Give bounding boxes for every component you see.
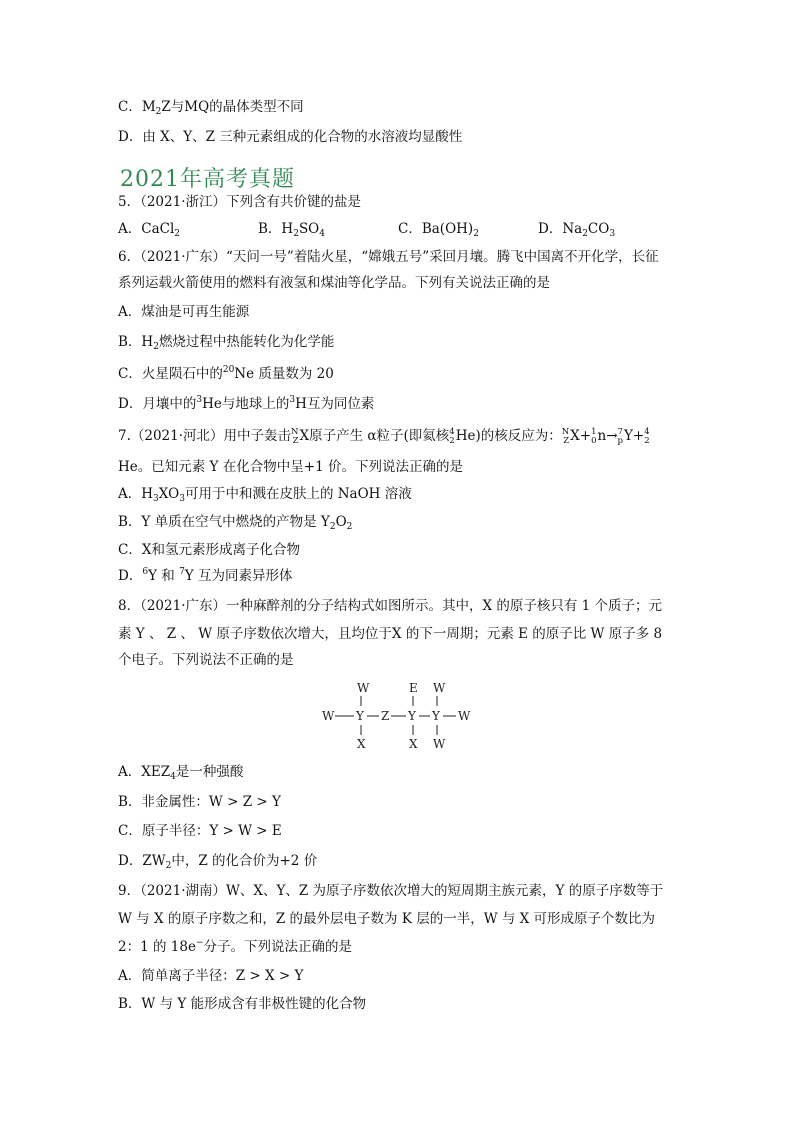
question-6-stem-2: 系列运载火箭使用的燃料有液氢和煤油等化学品。下列有关说法正确的是 — [118, 275, 550, 291]
atom-y-1: Y — [356, 709, 364, 723]
question-6-stem-1: 6．（2021·广东）“天问一号”着陆火星，“嫦娥五号”采回月壤。腾飞中国离不开化学，长征 — [118, 249, 659, 265]
option-d: D．Na2CO3 — [538, 221, 616, 239]
question-7-option-c: C．X和氢元素形成离子化合物 — [118, 542, 300, 558]
question-8-option-d: D．$ZW_2$中，Z 的化合价为+2 价 — [118, 853, 318, 871]
question-8-stem-1: 8．（2021·广东）一种麻醉剂的分子结构式如图所示。其中，X 的原子核只有 1 个质子；元 — [118, 598, 663, 614]
question-8-option-b: B．非金属性：W > Z > Y — [118, 794, 281, 810]
atom-top-2: E — [409, 681, 418, 695]
molecular-structure-diagram — [320, 680, 480, 752]
question-9-stem-3: 2：1 的 18e−分子。下列说法正确的是 — [118, 938, 352, 955]
atom-w-right: W — [458, 709, 471, 723]
atom-bottom-3: W — [433, 737, 446, 751]
question-6-option-d: D．月壤中的$^3$He与地球上的$^3$H互为同位素 — [118, 395, 375, 412]
atom-top-3: W — [433, 681, 446, 695]
option-d-prev: D．由 X、Y、Z 三种元素组成的化合物的水溶液均显酸性 — [118, 129, 463, 145]
question-8-stem-2: 素 Y 、 Z 、 W 原子序数依次增大，且均位于X 的下一周期；元素 E 的原子比 W 原子多 8 — [118, 626, 663, 642]
atom-y-2: Y — [408, 709, 416, 723]
question-7-option-a: A．$H_3XO_3$可用于中和溅在皮肤上的 NaOH 溶液 — [118, 486, 412, 504]
atom-bottom-2: X — [409, 737, 418, 751]
option-c-prev: C．$M_2Z$与MQ的晶体类型不同 — [118, 99, 304, 117]
question-6-option-b: B．$H_2$燃烧过程中热能转化为化学能 — [118, 334, 335, 352]
question-7-stem-2: He。已知元素 Y 在化合物中呈+1 价。下列说法正确的是 — [118, 459, 463, 475]
question-8-stem-3: 个电子。下列说法不正确的是 — [118, 652, 294, 668]
atom-bottom-1: X — [357, 737, 366, 751]
question-9-option-a: A．简单离子半径：Z > X > Y — [118, 968, 304, 984]
option-b: B．H2SO4 — [258, 221, 325, 239]
question-9-option-b: B．W 与 Y 能形成含有非极性键的化合物 — [118, 996, 367, 1012]
question-7-option-b: B．Y 单质在空气中燃烧的产物是 $Y_2O_2$ — [118, 514, 353, 532]
question-7-stem-1: 7.（2021·河北）用中子轰击 N Z X原子产生 α粒子(即氦核 4 2 He)的核反应为： N Z X+ 1 0 n→ 7 p Y+ 4 2 — [118, 426, 650, 446]
atom-w-left: W — [322, 709, 335, 723]
question-7-option-d: D．$^6$Y 和 $^7$Y 互为同素异形体 — [118, 567, 293, 584]
question-5-stem: 5．（2021·浙江）下列含有共价键的盐是 — [118, 194, 361, 210]
section-title: 2021年高考真题 — [120, 167, 295, 192]
option-c: C．Ba(OH)2 — [398, 221, 479, 239]
question-8-option-a: A．$XEZ_4$是一种强酸 — [118, 764, 244, 782]
atom-y-3: Y — [432, 709, 440, 723]
option-a: A．CaCl2 — [118, 221, 181, 239]
question-6-option-c: C．火星陨石中的$^{20}$Ne 质量数为 20 — [118, 365, 334, 382]
question-8-option-c: C．原子半径：Y > W > E — [118, 823, 282, 839]
question-5-options — [118, 219, 615, 241]
atom-top-1: W — [357, 681, 370, 695]
question-6-option-a: A．煤油是可再生能源 — [118, 304, 250, 320]
atom-z: Z — [381, 709, 390, 723]
question-9-stem-2: W 与 X 的原子序数之和，Z 的最外层电子数为 K 层的一半，W 与 X 可形成原子个数比为 — [118, 911, 656, 927]
question-9-stem-1: 9．（2021·湖南）W、X、Y、Z 为原子序数依次增大的短周期主族元素，Y 的原子序数等于 — [118, 883, 664, 899]
